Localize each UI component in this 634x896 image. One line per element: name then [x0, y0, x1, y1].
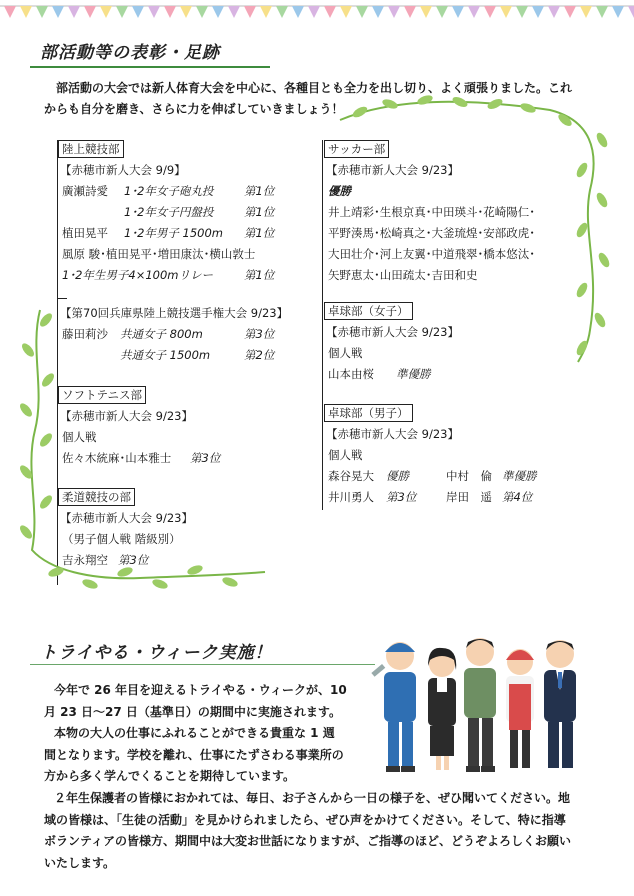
pennant-flag — [164, 6, 176, 18]
tt-boys-r2-rank2: 第4位 — [502, 490, 533, 504]
pennant-flag — [580, 6, 592, 18]
track-row-3-name: 植田晃平 — [62, 226, 108, 240]
tt-boys-type: 個人戦 — [328, 448, 363, 462]
soccer-event: 【赤穂市新人大会 9/23】 — [326, 163, 459, 177]
para2-line-1: ２年生保護者の皆様におかれては、毎日、お子さんから一日の様子を、ぜひ聞いてください。地 — [54, 791, 571, 805]
track-divider — [57, 298, 67, 299]
judo-type: （男子個人戦 階級別） — [62, 532, 181, 546]
track2-row-1-name: 藤田莉沙 — [62, 327, 108, 341]
track-event: 【赤穂市新人大会 9/9】 — [60, 163, 186, 177]
track-row-1-event: 1･2年女子砲丸投 — [124, 184, 214, 198]
tt-boys-r1-name1: 森谷晃大 — [328, 469, 374, 483]
track-row-2-rank: 第1位 — [244, 205, 275, 219]
tt-boys-r2-name1: 井川勇人 — [328, 490, 374, 504]
para1-line-2: 月 23 日～27 日（基準日）の期間中に実施されます。 — [44, 704, 341, 719]
suit-man-figure — [544, 640, 576, 768]
pennant-flag — [340, 6, 352, 18]
pennant-garland — [0, 0, 634, 30]
tt-boys-r2-name2: 岸田 遥 — [446, 490, 492, 504]
tt-girls-event: 【赤穂市新人大会 9/23】 — [326, 325, 459, 339]
track-row-1-name: 廣瀬詩愛 — [62, 184, 108, 198]
soccer-members-1: 井上靖彩･生根京真･中田瑛斗･花崎陽仁･ — [328, 205, 535, 219]
pennant-flag — [228, 6, 240, 18]
tennis-name: 佐々木統麻･山本雅士 — [62, 451, 172, 465]
pennant-flag — [308, 6, 320, 18]
track2-row-2-event: 共通女子 1500m — [120, 348, 211, 362]
pennant-flag — [500, 6, 512, 18]
soccer-members-2: 平野湊馬･松崎真之･大釜琉煌･安部政虎･ — [328, 226, 535, 240]
pennant-flag — [612, 6, 624, 18]
judo-rank: 第3位 — [118, 553, 149, 567]
track-row-3-rank: 第1位 — [244, 226, 275, 240]
soccer-club-label: サッカー部 — [324, 140, 389, 158]
pennant-flag — [84, 6, 96, 18]
track-row-1-rank: 第1位 — [244, 184, 275, 198]
pennant-flag — [196, 6, 208, 18]
tt-girls-rank: 準優勝 — [396, 367, 431, 381]
pennant-flag — [52, 6, 64, 18]
pennant-flag — [532, 6, 544, 18]
pennant-flag — [372, 6, 384, 18]
pennant-flag — [36, 6, 48, 18]
pennant-flag — [180, 6, 192, 18]
pennant-flag — [324, 6, 336, 18]
office-woman-figure — [428, 648, 456, 770]
tennis-club-label: ソフトテニス部 — [58, 386, 146, 404]
pennant-flag — [452, 6, 464, 18]
tt-boys-label: 卓球部（男子） — [324, 404, 413, 422]
soccer-members-3: 大田壮介･河上友翼･中道飛翠･橋本悠汰･ — [328, 247, 535, 261]
section2-title: トライやる・ウィーク実施！ — [40, 643, 273, 663]
pennant-flag — [516, 6, 528, 18]
intro-line-2: からも自分を磨き、さらに力を伸ばしていきましょう！ — [44, 102, 344, 116]
pennant-flag — [388, 6, 400, 18]
mechanic-figure — [371, 642, 416, 772]
intro-line-1: 部活動の大会では新人体育大会を中心に、各種目とも全力を出し切り、よく頑張りました。これ — [56, 81, 573, 95]
pennant-flag — [260, 6, 272, 18]
judo-name: 吉永翔空 — [62, 553, 108, 567]
judo-event: 【赤穂市新人大会 9/23】 — [60, 511, 193, 525]
pennant-flag — [468, 6, 480, 18]
track-row-5-event: 1･2年生男子4×100mリレー — [62, 268, 213, 282]
pennant-flag — [356, 6, 368, 18]
pennant-flag — [20, 6, 32, 18]
section1-title-underline — [30, 66, 270, 68]
pennant-flag — [436, 6, 448, 18]
pennant-flag — [276, 6, 288, 18]
tt-boys-r1-name2: 中村 倫 — [446, 469, 492, 483]
para1-line-1: 今年で 26 年目を迎えるトライやる・ウィークが、10 — [54, 683, 347, 697]
tt-boys-event: 【赤穂市新人大会 9/23】 — [326, 427, 459, 441]
soccer-result: 優勝 — [328, 184, 351, 198]
pennant-flag — [628, 6, 634, 18]
pennant-flag — [244, 6, 256, 18]
pennant-flag — [132, 6, 144, 18]
track-row-3-event: 1･2年男子 1500m — [124, 226, 224, 240]
pennant-flag — [100, 6, 112, 18]
tt-girls-label: 卓球部（女子） — [324, 302, 413, 320]
pennant-flag — [404, 6, 416, 18]
pennant-flag — [548, 6, 560, 18]
pennant-flag — [484, 6, 496, 18]
pennant-flag — [292, 6, 304, 18]
track-club-label: 陸上競技部 — [58, 140, 124, 158]
para1-line-3: 本物の大人の仕事にふれることができる貴重な 1 週 — [54, 726, 335, 740]
section2-para2 — [44, 788, 619, 874]
tt-girls-type: 個人戦 — [328, 346, 363, 360]
tt-girls-name: 山本由桜 — [328, 367, 374, 381]
para2-line-4: いたします。 — [44, 855, 116, 870]
section2-para1 — [44, 680, 384, 788]
pennant-flag — [596, 6, 608, 18]
para1-line-4: 間となります。学校を離れ、仕事にたずさわる事業所の — [44, 747, 344, 762]
vine-decoration-bottom-left — [20, 300, 270, 595]
shop-worker-figure — [506, 649, 534, 768]
pennant-flag — [148, 6, 160, 18]
track-event-2: 【第70回兵庫県陸上競技選手権大会 9/23】 — [60, 306, 289, 320]
para1-line-5: 方から多く学んでくることを期待しています。 — [44, 769, 296, 783]
track2-row-2-rank: 第2位 — [244, 348, 275, 362]
para2-line-3: ボランティアの皆様方、期間中は大変お世話になりますが、ご指導のほど、どうぞよろしくお願い — [44, 834, 572, 848]
tennis-type: 個人戦 — [62, 430, 97, 444]
track2-row-1-rank: 第3位 — [244, 327, 275, 341]
pennant-flag — [420, 6, 432, 18]
track-row-5-rank: 第1位 — [244, 268, 275, 282]
vine-decoration-top-right — [320, 90, 620, 370]
soccer-members-4: 矢野恵太･山田疏太･吉田和史 — [328, 268, 478, 282]
workers-illustration — [366, 628, 596, 778]
section2-title-underline — [30, 664, 375, 665]
track-row-2-event: 1･2年女子円盤投 — [124, 205, 214, 219]
tennis-event: 【赤穂市新人大会 9/23】 — [60, 409, 193, 423]
section1-title: 部活動等の表彰・足跡 — [40, 43, 220, 63]
tt-boys-r1-rank1: 優勝 — [386, 469, 409, 483]
pennant-flag — [564, 6, 576, 18]
tt-boys-r1-rank2: 準優勝 — [502, 469, 537, 483]
judo-club-label: 柔道競技の部 — [58, 488, 135, 506]
pennant-flag — [116, 6, 128, 18]
tennis-rank: 第3位 — [190, 451, 221, 465]
track2-row-1-event: 共通女子 800m — [120, 327, 203, 341]
track-row-4-name: 風原 駿･植田晃平･増田康汰･横山敦士 — [62, 247, 256, 261]
pennant-flag — [4, 6, 16, 18]
pennant-flag — [212, 6, 224, 18]
green-uniform-figure — [464, 638, 496, 772]
para2-line-2: 域の皆様は、「生徒の活動」を見かけられましたら、ぜひ声をかけてください。そして、特に指導 — [44, 812, 566, 827]
tt-boys-r2-rank1: 第3位 — [386, 490, 417, 504]
pennant-flag — [68, 6, 80, 18]
